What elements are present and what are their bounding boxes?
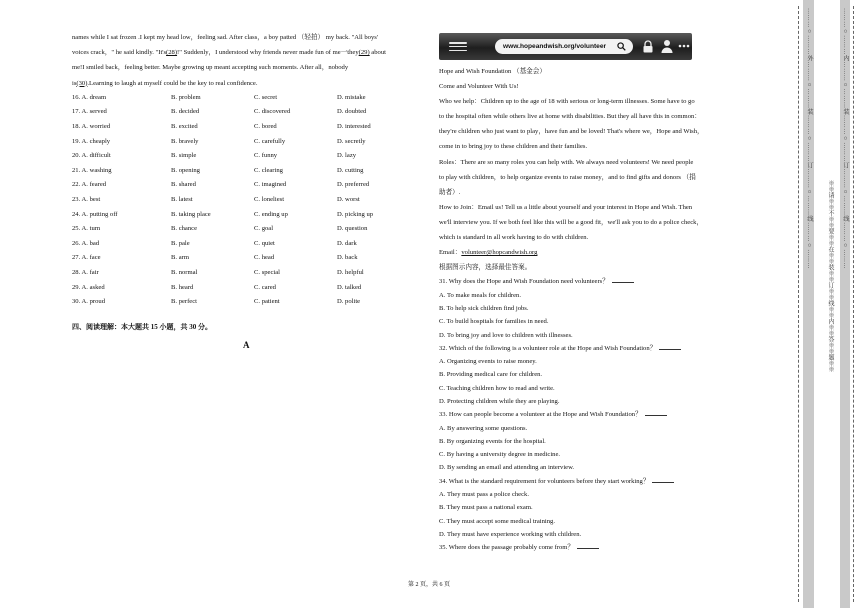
option-row xyxy=(72,149,424,164)
option-d: D. interested xyxy=(337,123,371,130)
option-text: A. dream xyxy=(81,93,107,101)
answer-option[interactable]: C. By having a university degree in medicine. xyxy=(439,451,561,459)
join-line: which is standard in all work having to do with children. xyxy=(439,234,589,242)
option-a xyxy=(72,193,171,208)
answer-option[interactable]: D. By sending an email and attending an interview. xyxy=(439,464,575,472)
option-b: B. opening xyxy=(171,166,200,174)
ad-headline: Come and Volunteer With Us! xyxy=(439,83,519,91)
option-a xyxy=(72,91,171,106)
question-number: 19. xyxy=(72,137,81,145)
how-to-join xyxy=(439,200,774,245)
option-c: C. clearing xyxy=(254,166,283,174)
option-d: D. mistake xyxy=(337,93,366,101)
answer-option[interactable]: D. Protecting children while they are playing. xyxy=(439,397,560,405)
join-line: we'll interview you. If we both feel like this will be a good fit，we'll ask you to do a police check， xyxy=(439,218,704,226)
answer-option[interactable]: D. They must have experience working with children. xyxy=(439,530,582,538)
option-row xyxy=(72,266,424,281)
blank-28: (28) xyxy=(166,49,178,57)
option-c: C. secret xyxy=(254,93,278,101)
option-a xyxy=(72,135,171,150)
option-c: C. discovered xyxy=(254,108,291,116)
who-line: to the hospital often while others live at home with disabilities. But they all have this in common： xyxy=(439,113,701,121)
option-text: A. cheaply xyxy=(81,137,111,145)
option-row xyxy=(72,251,424,266)
question-number: 18. xyxy=(72,123,81,130)
lock-icon xyxy=(642,40,654,53)
option-c: C. carefully xyxy=(254,137,286,145)
passage-line xyxy=(72,76,424,91)
passage-letter: A xyxy=(243,340,250,350)
option-row xyxy=(72,178,424,193)
answer-option[interactable]: A. To make meals for children. xyxy=(439,291,521,299)
question-number: 29. xyxy=(72,283,81,291)
passage-text: .Learning to laugh at myself could be the key to real confidence. xyxy=(87,79,258,87)
foundation-name: Hope and Wish Foundation （基金会） xyxy=(439,68,546,75)
option-a xyxy=(72,120,171,135)
option-b: B. problem xyxy=(171,93,201,101)
option-a xyxy=(72,208,171,223)
more-icon xyxy=(678,44,690,48)
option-d: D. talked xyxy=(337,283,362,291)
option-c: C. funny xyxy=(254,152,278,160)
answer-option[interactable]: B. By organizing events for the hospital. xyxy=(439,437,546,445)
option-b: B. perfect xyxy=(171,298,197,306)
option-c: C. imagined xyxy=(254,181,287,189)
option-row xyxy=(72,164,424,179)
option-a xyxy=(72,178,171,193)
question-stem xyxy=(439,408,774,421)
answer-option[interactable]: B. They must pass a national exam. xyxy=(439,504,533,512)
question-number: 22. xyxy=(72,181,81,189)
roles xyxy=(439,155,774,200)
question-count: 15 xyxy=(150,323,158,331)
question-number: 20. xyxy=(72,152,81,160)
option-a xyxy=(72,295,171,310)
question-number: 30. xyxy=(72,298,81,306)
option-d: D. secretly xyxy=(337,137,366,145)
option-b: B. simple xyxy=(171,152,197,160)
option-c: C. ending up xyxy=(254,210,288,218)
question-stem xyxy=(439,475,774,488)
option-d: D. question xyxy=(337,225,368,233)
option-a xyxy=(72,266,171,281)
questions xyxy=(439,275,774,554)
option-d: D. worst xyxy=(337,195,360,203)
section-title-text: 小题，共 xyxy=(157,323,190,331)
option-d: D. polite xyxy=(337,298,361,306)
menu-icon xyxy=(449,42,467,51)
blank-29: (29) xyxy=(358,49,370,57)
option-text: A. washing xyxy=(81,166,112,174)
question-text: 33. How can people become a volunteer at the Hope and Wish Foundation？ xyxy=(439,411,642,419)
option-b: B. arm xyxy=(171,254,189,262)
option-row xyxy=(72,237,424,252)
option-row xyxy=(72,208,424,223)
option-row xyxy=(72,120,424,135)
instruction: 根据图示内容，选择最佳答案。 xyxy=(439,264,532,272)
blank-30: (30) xyxy=(76,79,88,87)
option-row xyxy=(72,91,424,106)
email-label: Email： xyxy=(439,249,462,257)
option-b: B. latest xyxy=(171,195,193,203)
option-a xyxy=(72,105,171,120)
option-b: B. normal xyxy=(171,268,198,276)
answer-blank[interactable] xyxy=(577,543,599,549)
option-text: A. bad xyxy=(81,239,100,247)
section-title xyxy=(72,322,212,332)
question-stem xyxy=(439,541,774,554)
option-d: D. lazy xyxy=(337,152,357,160)
who-line: they're children who just want to play，have fun and be loved! That's where we，Hope and Wish， xyxy=(439,128,704,136)
option-row xyxy=(72,193,424,208)
option-a xyxy=(72,164,171,179)
option-d: D. helpful xyxy=(337,268,364,276)
cloze-passage xyxy=(72,30,424,91)
option-text: A. feared xyxy=(81,181,107,189)
option-b: B. taking place xyxy=(171,210,211,218)
who-line: Who we help：Children up to the age of 18 with serious or long-term illnesses. Some have to go xyxy=(439,98,695,106)
question-number: 26. xyxy=(72,239,81,247)
option-a xyxy=(72,149,171,164)
option-b: B. chance xyxy=(171,225,197,233)
option-text: A. proud xyxy=(81,298,105,306)
passage-text: about xyxy=(369,49,386,57)
search-icon xyxy=(617,42,626,51)
question-number: 17. xyxy=(72,108,81,116)
option-row xyxy=(72,222,424,237)
option-text: A. asked xyxy=(81,283,105,291)
question-number: 24. xyxy=(72,210,81,218)
who-line: come in to bring joy to these children and their families. xyxy=(439,143,588,151)
left-column xyxy=(72,30,424,310)
who-we-help xyxy=(439,94,774,154)
question-number: 25. xyxy=(72,225,81,233)
option-b: B. shared xyxy=(171,181,196,189)
passage-text: !" Suddenly，I understood why friends never made fun of me一they xyxy=(177,49,359,57)
email-line xyxy=(439,245,774,260)
url-bar: www.hopeandwish.org/volunteer xyxy=(495,39,633,54)
binding-line xyxy=(798,6,799,602)
passage-text: is xyxy=(72,79,77,87)
option-c: C. loneliest xyxy=(254,195,285,203)
option-c: C. goal xyxy=(254,225,274,233)
question-stem xyxy=(439,342,774,355)
binding-outer-text: ………○………内………○………装………○………订………○………线………○……… xyxy=(842,8,849,270)
right-column xyxy=(439,64,774,555)
option-a xyxy=(72,222,171,237)
option-c: C. special xyxy=(254,268,281,276)
option-c: C. head xyxy=(254,254,275,262)
option-b: B. heard xyxy=(171,283,194,291)
answer-option[interactable]: D. To bring joy and love to children with illnesses. xyxy=(439,331,573,339)
option-text: A. putting off xyxy=(81,210,118,218)
option-d: D. back xyxy=(337,254,358,262)
option-d: D. preferred xyxy=(337,181,370,189)
passage-line: names while I sat frozen .I kept my head low，feeling sad. After class，a boy patted （轻拍） my back. "All boys' xyxy=(72,34,379,41)
option-d: D. doubted xyxy=(337,108,367,116)
option-a xyxy=(72,237,171,252)
section-title-text: 分。 xyxy=(196,323,212,331)
option-c: C. cared xyxy=(254,283,276,291)
answer-blank[interactable] xyxy=(652,477,674,483)
user-icon xyxy=(661,39,673,53)
option-d: D. picking up xyxy=(337,210,374,218)
question-text: 35. Where does the passage probably come from？ xyxy=(439,544,575,552)
option-b: B. pale xyxy=(171,239,190,247)
option-text: A. best xyxy=(81,195,101,203)
answer-blank[interactable] xyxy=(659,344,681,350)
option-b: B. decided xyxy=(171,108,200,116)
email-link[interactable]: volunteer@hopcandwish.org xyxy=(461,249,538,257)
section-title-text: 四、阅读理解：本大题共 xyxy=(72,323,151,331)
answer-option[interactable]: B. To help sick children find jobs. xyxy=(439,304,529,312)
option-row xyxy=(72,295,424,310)
question-stem xyxy=(439,275,774,288)
option-b: B. excited xyxy=(171,123,198,130)
option-a xyxy=(72,281,171,296)
answer-option[interactable]: C. They must accept some medical training. xyxy=(439,517,555,525)
answer-option[interactable]: B. Providing medical care for children. xyxy=(439,371,543,379)
option-b: B. bravely xyxy=(171,137,199,145)
answer-option[interactable]: C. To build hospitals for families in need. xyxy=(439,318,549,326)
section-score: 30 xyxy=(189,323,197,331)
option-a xyxy=(72,251,171,266)
option-text: A. served xyxy=(81,108,107,116)
option-c: C. patient xyxy=(254,298,280,306)
question-text: 34. What is the standard requirement for volunteers before they start working？ xyxy=(439,477,650,485)
answer-blank[interactable] xyxy=(612,277,634,283)
answer-option[interactable]: A. Organizing events to raise money. xyxy=(439,358,537,366)
roles-line: to play with children，to help organize events to raise money，and to find gifts and donors （捐 xyxy=(439,173,696,181)
option-row xyxy=(72,105,424,120)
option-text: A. fair xyxy=(81,268,99,276)
page-footer: 第 2 页，共 6 页 xyxy=(408,582,451,588)
answer-option[interactable]: C. Teaching children how to read and write. xyxy=(439,384,555,392)
website-banner-image xyxy=(439,33,692,60)
answer-option[interactable]: A. They must pass a police check. xyxy=(439,491,529,499)
binding-line xyxy=(853,6,854,602)
option-row xyxy=(72,281,424,296)
answer-blank[interactable] xyxy=(645,410,667,416)
option-text: A. difficult xyxy=(81,152,111,160)
passage-text: voices crack，" he said kindly. "It's xyxy=(72,49,167,57)
passage-line: me!I smiled back，feeling better. Maybe growing up meant accepting such moments. After all，nobody xyxy=(72,64,349,72)
ad-text xyxy=(439,64,774,275)
question-number: 27. xyxy=(72,254,81,262)
question-number: 16. xyxy=(72,93,81,101)
join-line: How to Join：Email us! Tell us a little about yourself and your interest in Hope and Wish. Then xyxy=(439,203,693,211)
option-text: A. face xyxy=(81,254,101,262)
question-number: 28. xyxy=(72,268,81,276)
question-number: 23. xyxy=(72,195,81,203)
roles-line: Roles：There are so many roles you can help with. We always need volunteers! We need people xyxy=(439,158,694,166)
question-text: 32. Which of the following is a volunteer role at the Hope and Wish Foundation？ xyxy=(439,344,657,352)
option-row xyxy=(72,135,424,150)
binding-inner-text: ………○………外………○………装………○………订………○………线………○……… xyxy=(806,8,813,270)
question-number: 21. xyxy=(72,166,81,174)
option-c: C. quiet xyxy=(254,239,275,247)
answer-option[interactable]: A. By answering some questions. xyxy=(439,424,528,432)
cloze-options xyxy=(72,91,424,310)
option-c: C. bored xyxy=(254,123,277,130)
option-text: A. turn xyxy=(81,225,101,233)
option-d: D. cutting xyxy=(337,166,364,174)
passage-line xyxy=(72,45,424,60)
binding-notice: ※※请※※不※※要※※在※※装※※订※※线※※内※※答※※题※※ xyxy=(827,180,833,372)
option-d: D. dark xyxy=(337,239,357,247)
roles-line: 助者）. xyxy=(439,188,461,196)
question-text: 31. Why does the Hope and Wish Foundation need volunteers？ xyxy=(439,278,609,286)
option-text: A. worried xyxy=(81,123,111,130)
